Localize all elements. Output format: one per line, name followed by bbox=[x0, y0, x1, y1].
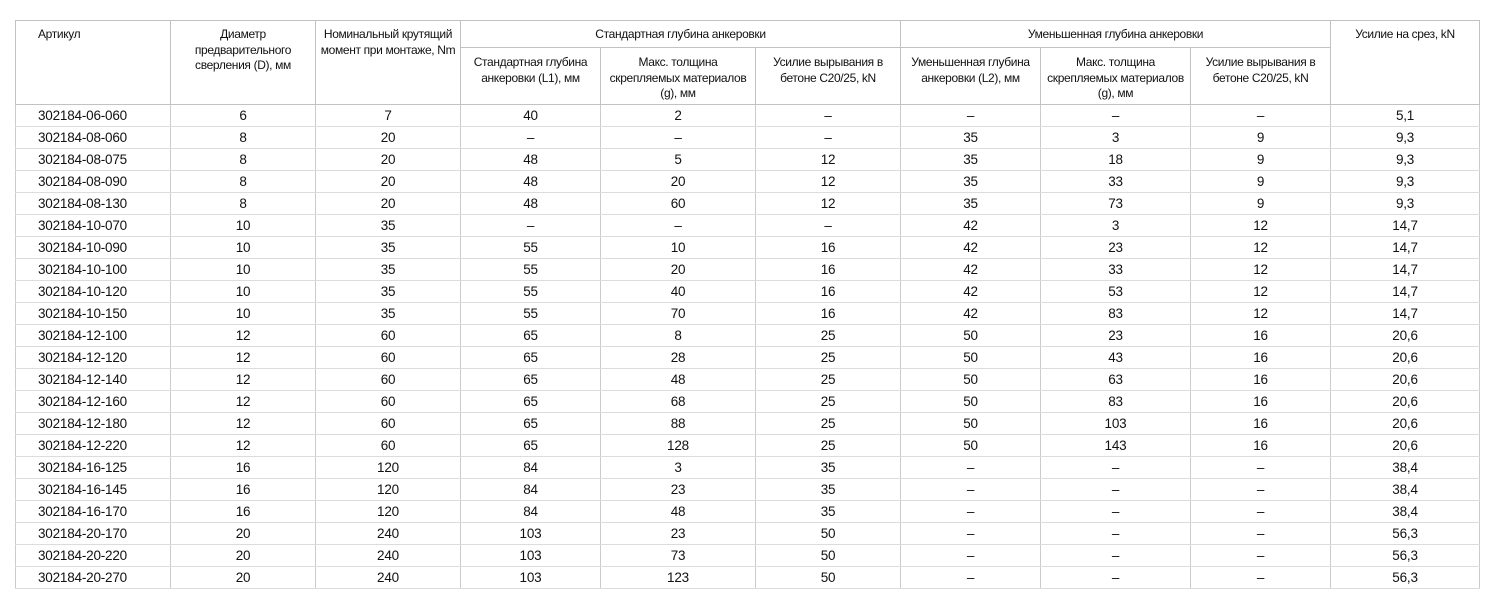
table-cell: – bbox=[1041, 104, 1191, 126]
artikul-cell: 302184-08-130 bbox=[16, 192, 171, 214]
table-cell: 73 bbox=[601, 544, 756, 566]
table-cell: 8 bbox=[601, 324, 756, 346]
table-cell: – bbox=[1041, 566, 1191, 588]
table-cell: 12 bbox=[171, 324, 316, 346]
table-cell: 48 bbox=[601, 500, 756, 522]
table-row bbox=[16, 148, 1480, 170]
table-cell: – bbox=[901, 500, 1041, 522]
table-cell: 16 bbox=[756, 302, 901, 324]
table-cell: 38,4 bbox=[1331, 500, 1480, 522]
table-cell: 33 bbox=[1041, 170, 1191, 192]
table-cell: 65 bbox=[461, 324, 601, 346]
table-cell: 16 bbox=[756, 280, 901, 302]
table-row bbox=[16, 104, 1480, 126]
table-cell: 3 bbox=[1041, 214, 1191, 236]
table-cell: 120 bbox=[316, 500, 461, 522]
table-cell: 14,7 bbox=[1331, 236, 1480, 258]
table-cell: – bbox=[1041, 500, 1191, 522]
table-cell: 20,6 bbox=[1331, 346, 1480, 368]
table-row bbox=[16, 302, 1480, 324]
table-cell: – bbox=[1041, 478, 1191, 500]
table-cell: 16 bbox=[171, 478, 316, 500]
table-cell: 48 bbox=[461, 170, 601, 192]
table-cell: – bbox=[601, 126, 756, 148]
table-cell: 48 bbox=[461, 192, 601, 214]
table-cell: 12 bbox=[756, 170, 901, 192]
table-row bbox=[16, 192, 1480, 214]
table-cell: 55 bbox=[461, 258, 601, 280]
table-cell: 12 bbox=[756, 148, 901, 170]
table-cell: 83 bbox=[1041, 302, 1191, 324]
table-cell: 25 bbox=[756, 390, 901, 412]
table-cell: 143 bbox=[1041, 434, 1191, 456]
table-cell: – bbox=[901, 544, 1041, 566]
table-cell: 28 bbox=[601, 346, 756, 368]
table-cell: 16 bbox=[1191, 412, 1331, 434]
col-header-shear: Усилие на срез, kN bbox=[1331, 21, 1480, 105]
table-cell: 35 bbox=[316, 236, 461, 258]
table-cell: 42 bbox=[901, 302, 1041, 324]
table-cell: 73 bbox=[1041, 192, 1191, 214]
table-row bbox=[16, 346, 1480, 368]
table-cell: 50 bbox=[901, 412, 1041, 434]
table-row bbox=[16, 324, 1480, 346]
artikul-cell: 302184-10-090 bbox=[16, 236, 171, 258]
table-row bbox=[16, 544, 1480, 566]
artikul-cell: 302184-20-170 bbox=[16, 522, 171, 544]
table-cell: 23 bbox=[1041, 236, 1191, 258]
table-cell: 3 bbox=[601, 456, 756, 478]
table-cell: 8 bbox=[171, 170, 316, 192]
table-cell: 35 bbox=[901, 126, 1041, 148]
table-row bbox=[16, 214, 1480, 236]
table-row bbox=[16, 434, 1480, 456]
table-cell: 12 bbox=[171, 368, 316, 390]
table-cell: 12 bbox=[171, 434, 316, 456]
table-cell: 120 bbox=[316, 478, 461, 500]
table-cell: 50 bbox=[901, 346, 1041, 368]
table-cell: 9,3 bbox=[1331, 126, 1480, 148]
table-cell: 12 bbox=[756, 192, 901, 214]
table-cell: 20,6 bbox=[1331, 434, 1480, 456]
table-cell: 20 bbox=[316, 192, 461, 214]
table-row bbox=[16, 478, 1480, 500]
table-cell: 35 bbox=[901, 148, 1041, 170]
table-cell: – bbox=[1191, 566, 1331, 588]
table-cell: 14,7 bbox=[1331, 280, 1480, 302]
artikul-cell: 302184-06-060 bbox=[16, 104, 171, 126]
table-cell: 123 bbox=[601, 566, 756, 588]
table-cell: 50 bbox=[901, 324, 1041, 346]
col-header-diameter: Диаметр предварительного сверления (D), мм bbox=[171, 21, 316, 105]
table-cell: 12 bbox=[1191, 236, 1331, 258]
table-cell: 12 bbox=[1191, 258, 1331, 280]
artikul-cell: 302184-12-100 bbox=[16, 324, 171, 346]
table-cell: 50 bbox=[901, 434, 1041, 456]
table-cell: 60 bbox=[316, 324, 461, 346]
table-cell: – bbox=[901, 478, 1041, 500]
table-cell: 12 bbox=[171, 346, 316, 368]
table-row bbox=[16, 566, 1480, 588]
artikul-cell: 302184-08-090 bbox=[16, 170, 171, 192]
anchor-spec-table bbox=[15, 20, 1480, 589]
table-cell: – bbox=[901, 104, 1041, 126]
table-cell: 18 bbox=[1041, 148, 1191, 170]
table-cell: 35 bbox=[756, 500, 901, 522]
table-cell: 10 bbox=[171, 236, 316, 258]
table-cell: 12 bbox=[1191, 302, 1331, 324]
table-cell: 2 bbox=[601, 104, 756, 126]
table-cell: 65 bbox=[461, 412, 601, 434]
table-cell: 25 bbox=[756, 412, 901, 434]
artikul-cell: 302184-10-120 bbox=[16, 280, 171, 302]
table-cell: 42 bbox=[901, 236, 1041, 258]
artikul-cell: 302184-20-220 bbox=[16, 544, 171, 566]
table-cell: 8 bbox=[171, 192, 316, 214]
table-cell: 10 bbox=[171, 280, 316, 302]
artikul-cell: 302184-12-180 bbox=[16, 412, 171, 434]
table-cell: 8 bbox=[171, 148, 316, 170]
table-cell: – bbox=[1191, 456, 1331, 478]
table-cell: 16 bbox=[756, 236, 901, 258]
table-cell: 35 bbox=[901, 192, 1041, 214]
table-row bbox=[16, 280, 1480, 302]
table-cell: 5 bbox=[601, 148, 756, 170]
table-cell: – bbox=[756, 104, 901, 126]
table-cell: 60 bbox=[316, 434, 461, 456]
artikul-cell: 302184-12-220 bbox=[16, 434, 171, 456]
table-cell: – bbox=[756, 214, 901, 236]
table-row bbox=[16, 412, 1480, 434]
table-cell: 10 bbox=[171, 214, 316, 236]
table-cell: 55 bbox=[461, 302, 601, 324]
artikul-cell: 302184-16-145 bbox=[16, 478, 171, 500]
table-cell: – bbox=[461, 126, 601, 148]
table-cell: 38,4 bbox=[1331, 456, 1480, 478]
table-cell: 65 bbox=[461, 368, 601, 390]
table-cell: 23 bbox=[1041, 324, 1191, 346]
table-cell: 50 bbox=[756, 566, 901, 588]
table-row bbox=[16, 236, 1480, 258]
col-header-standard-thickness: Макс. толщина скрепляемых материалов (g), мм bbox=[601, 48, 756, 105]
table-cell: 14,7 bbox=[1331, 302, 1480, 324]
table-cell: 16 bbox=[756, 258, 901, 280]
table-cell: 25 bbox=[756, 324, 901, 346]
table-cell: 9 bbox=[1191, 148, 1331, 170]
artikul-cell: 302184-10-100 bbox=[16, 258, 171, 280]
table-cell: 42 bbox=[901, 214, 1041, 236]
table-cell: 240 bbox=[316, 566, 461, 588]
table-cell: 16 bbox=[1191, 324, 1331, 346]
artikul-cell: 302184-10-150 bbox=[16, 302, 171, 324]
table-cell: 56,3 bbox=[1331, 544, 1480, 566]
table-cell: 10 bbox=[171, 258, 316, 280]
col-header-standard-pullout: Усилие вырывания в бетоне C20/25, kN bbox=[756, 48, 901, 105]
table-cell: 84 bbox=[461, 456, 601, 478]
table-cell: 35 bbox=[316, 258, 461, 280]
table-cell: 25 bbox=[756, 434, 901, 456]
table-cell: 25 bbox=[756, 346, 901, 368]
table-cell: 20 bbox=[316, 170, 461, 192]
table-cell: 35 bbox=[316, 302, 461, 324]
table-cell: 63 bbox=[1041, 368, 1191, 390]
table-cell: 16 bbox=[171, 500, 316, 522]
table-cell: 43 bbox=[1041, 346, 1191, 368]
table-cell: 83 bbox=[1041, 390, 1191, 412]
col-header-reduced-thickness: Макс. толщина скрепляемых материалов (g), мм bbox=[1041, 48, 1191, 105]
table-cell: 12 bbox=[1191, 214, 1331, 236]
table-cell: 56,3 bbox=[1331, 522, 1480, 544]
table-cell: 20 bbox=[316, 148, 461, 170]
table-cell: 3 bbox=[1041, 126, 1191, 148]
table-cell: 20 bbox=[316, 126, 461, 148]
table-cell: – bbox=[1191, 522, 1331, 544]
table-cell: 88 bbox=[601, 412, 756, 434]
artikul-cell: 302184-08-060 bbox=[16, 126, 171, 148]
table-cell: 20 bbox=[601, 170, 756, 192]
table-cell: – bbox=[1041, 544, 1191, 566]
table-cell: 12 bbox=[171, 412, 316, 434]
table-row bbox=[16, 456, 1480, 478]
table-cell: 9,3 bbox=[1331, 192, 1480, 214]
table-cell: – bbox=[1041, 456, 1191, 478]
table-cell: 103 bbox=[461, 544, 601, 566]
table-cell: – bbox=[901, 566, 1041, 588]
table-cell: 53 bbox=[1041, 280, 1191, 302]
table-cell: 12 bbox=[1191, 280, 1331, 302]
table-cell: 9 bbox=[1191, 170, 1331, 192]
table-cell: 9,3 bbox=[1331, 170, 1480, 192]
table-cell: 103 bbox=[1041, 412, 1191, 434]
table-cell: 38,4 bbox=[1331, 478, 1480, 500]
table-cell: 84 bbox=[461, 500, 601, 522]
table-cell: 55 bbox=[461, 236, 601, 258]
table-cell: 6 bbox=[171, 104, 316, 126]
table-cell: – bbox=[1191, 500, 1331, 522]
table-cell: 60 bbox=[601, 192, 756, 214]
table-cell: 16 bbox=[1191, 368, 1331, 390]
table-cell: 56,3 bbox=[1331, 566, 1480, 588]
table-cell: 20 bbox=[601, 258, 756, 280]
table-cell: 42 bbox=[901, 258, 1041, 280]
artikul-cell: 302184-12-160 bbox=[16, 390, 171, 412]
table-cell: – bbox=[756, 126, 901, 148]
table-cell: 9 bbox=[1191, 192, 1331, 214]
artikul-cell: 302184-20-270 bbox=[16, 566, 171, 588]
table-cell: – bbox=[601, 214, 756, 236]
table-cell: 35 bbox=[316, 214, 461, 236]
col-header-artikul: Артикул bbox=[16, 21, 171, 105]
table-cell: 48 bbox=[601, 368, 756, 390]
col-header-torque: Номинальный крутящий момент при монтаже, Nm bbox=[316, 21, 461, 105]
table-cell: – bbox=[901, 456, 1041, 478]
col-header-reduced-depth-l2: Уменьшенная глубина анкеровки (L2), мм bbox=[901, 48, 1041, 105]
artikul-cell: 302184-10-070 bbox=[16, 214, 171, 236]
col-header-reduced-pullout: Усилие вырывания в бетоне C20/25, kN bbox=[1191, 48, 1331, 105]
table-cell: 16 bbox=[1191, 390, 1331, 412]
table-cell: 5,1 bbox=[1331, 104, 1480, 126]
table-row bbox=[16, 258, 1480, 280]
table-cell: 42 bbox=[901, 280, 1041, 302]
artikul-cell: 302184-12-140 bbox=[16, 368, 171, 390]
table-cell: 14,7 bbox=[1331, 214, 1480, 236]
table-row bbox=[16, 126, 1480, 148]
group-header-standard-depth: Стандартная глубина анкеровки bbox=[461, 21, 901, 48]
table-cell: 240 bbox=[316, 544, 461, 566]
artikul-cell: 302184-16-170 bbox=[16, 500, 171, 522]
table-cell: – bbox=[1041, 522, 1191, 544]
table-cell: 50 bbox=[901, 390, 1041, 412]
table-cell: 70 bbox=[601, 302, 756, 324]
table-cell: 65 bbox=[461, 434, 601, 456]
table-cell: 35 bbox=[756, 456, 901, 478]
artikul-cell: 302184-08-075 bbox=[16, 148, 171, 170]
table-cell: 48 bbox=[461, 148, 601, 170]
table-cell: 35 bbox=[901, 170, 1041, 192]
artikul-cell: 302184-12-120 bbox=[16, 346, 171, 368]
table-cell: 7 bbox=[316, 104, 461, 126]
table-cell: 10 bbox=[601, 236, 756, 258]
table-cell: 16 bbox=[171, 456, 316, 478]
artikul-cell: 302184-16-125 bbox=[16, 456, 171, 478]
table-cell: 60 bbox=[316, 346, 461, 368]
col-header-standard-depth-l1: Стандартная глубина анкеровки (L1), мм bbox=[461, 48, 601, 105]
table-cell: 60 bbox=[316, 412, 461, 434]
table-cell: 55 bbox=[461, 280, 601, 302]
table-row bbox=[16, 390, 1480, 412]
table-cell: – bbox=[1191, 544, 1331, 566]
table-cell: 240 bbox=[316, 522, 461, 544]
table-cell: – bbox=[901, 522, 1041, 544]
table-cell: 14,7 bbox=[1331, 258, 1480, 280]
header-row-groups bbox=[16, 21, 1480, 48]
table-cell: 50 bbox=[756, 544, 901, 566]
table-header bbox=[16, 21, 1480, 105]
table-cell: 20,6 bbox=[1331, 324, 1480, 346]
table-cell: 16 bbox=[1191, 434, 1331, 456]
table-cell: 20,6 bbox=[1331, 368, 1480, 390]
table-cell: 35 bbox=[756, 478, 901, 500]
table-cell: 20 bbox=[171, 522, 316, 544]
table-cell: 50 bbox=[756, 522, 901, 544]
table-cell: 25 bbox=[756, 368, 901, 390]
table-cell: 40 bbox=[461, 104, 601, 126]
table-cell: 20 bbox=[171, 566, 316, 588]
table-row bbox=[16, 368, 1480, 390]
table-cell: 20 bbox=[171, 544, 316, 566]
table-cell: 65 bbox=[461, 390, 601, 412]
table-cell: 33 bbox=[1041, 258, 1191, 280]
table-cell: 20,6 bbox=[1331, 412, 1480, 434]
table-cell: 68 bbox=[601, 390, 756, 412]
table-cell: 60 bbox=[316, 390, 461, 412]
table-cell: 23 bbox=[601, 522, 756, 544]
table-cell: 40 bbox=[601, 280, 756, 302]
table-cell: 9,3 bbox=[1331, 148, 1480, 170]
table-cell: 8 bbox=[171, 126, 316, 148]
table-cell: 16 bbox=[1191, 346, 1331, 368]
table-cell: 103 bbox=[461, 566, 601, 588]
table-row bbox=[16, 522, 1480, 544]
table-cell: 9 bbox=[1191, 126, 1331, 148]
table-cell: – bbox=[461, 214, 601, 236]
table-cell: 120 bbox=[316, 456, 461, 478]
table-cell: 20,6 bbox=[1331, 390, 1480, 412]
table-cell: 65 bbox=[461, 346, 601, 368]
table-cell: – bbox=[1191, 104, 1331, 126]
table-cell: 128 bbox=[601, 434, 756, 456]
table-cell: 10 bbox=[171, 302, 316, 324]
table-row bbox=[16, 170, 1480, 192]
table-cell: 103 bbox=[461, 522, 601, 544]
table-cell: 23 bbox=[601, 478, 756, 500]
table-cell: 50 bbox=[901, 368, 1041, 390]
table-cell: 60 bbox=[316, 368, 461, 390]
table-cell: – bbox=[1191, 478, 1331, 500]
table-cell: 35 bbox=[316, 280, 461, 302]
table-row bbox=[16, 500, 1480, 522]
group-header-reduced-depth: Уменьшенная глубина анкеровки bbox=[901, 21, 1331, 48]
table-cell: 84 bbox=[461, 478, 601, 500]
table-cell: 12 bbox=[171, 390, 316, 412]
table-body bbox=[16, 104, 1480, 588]
